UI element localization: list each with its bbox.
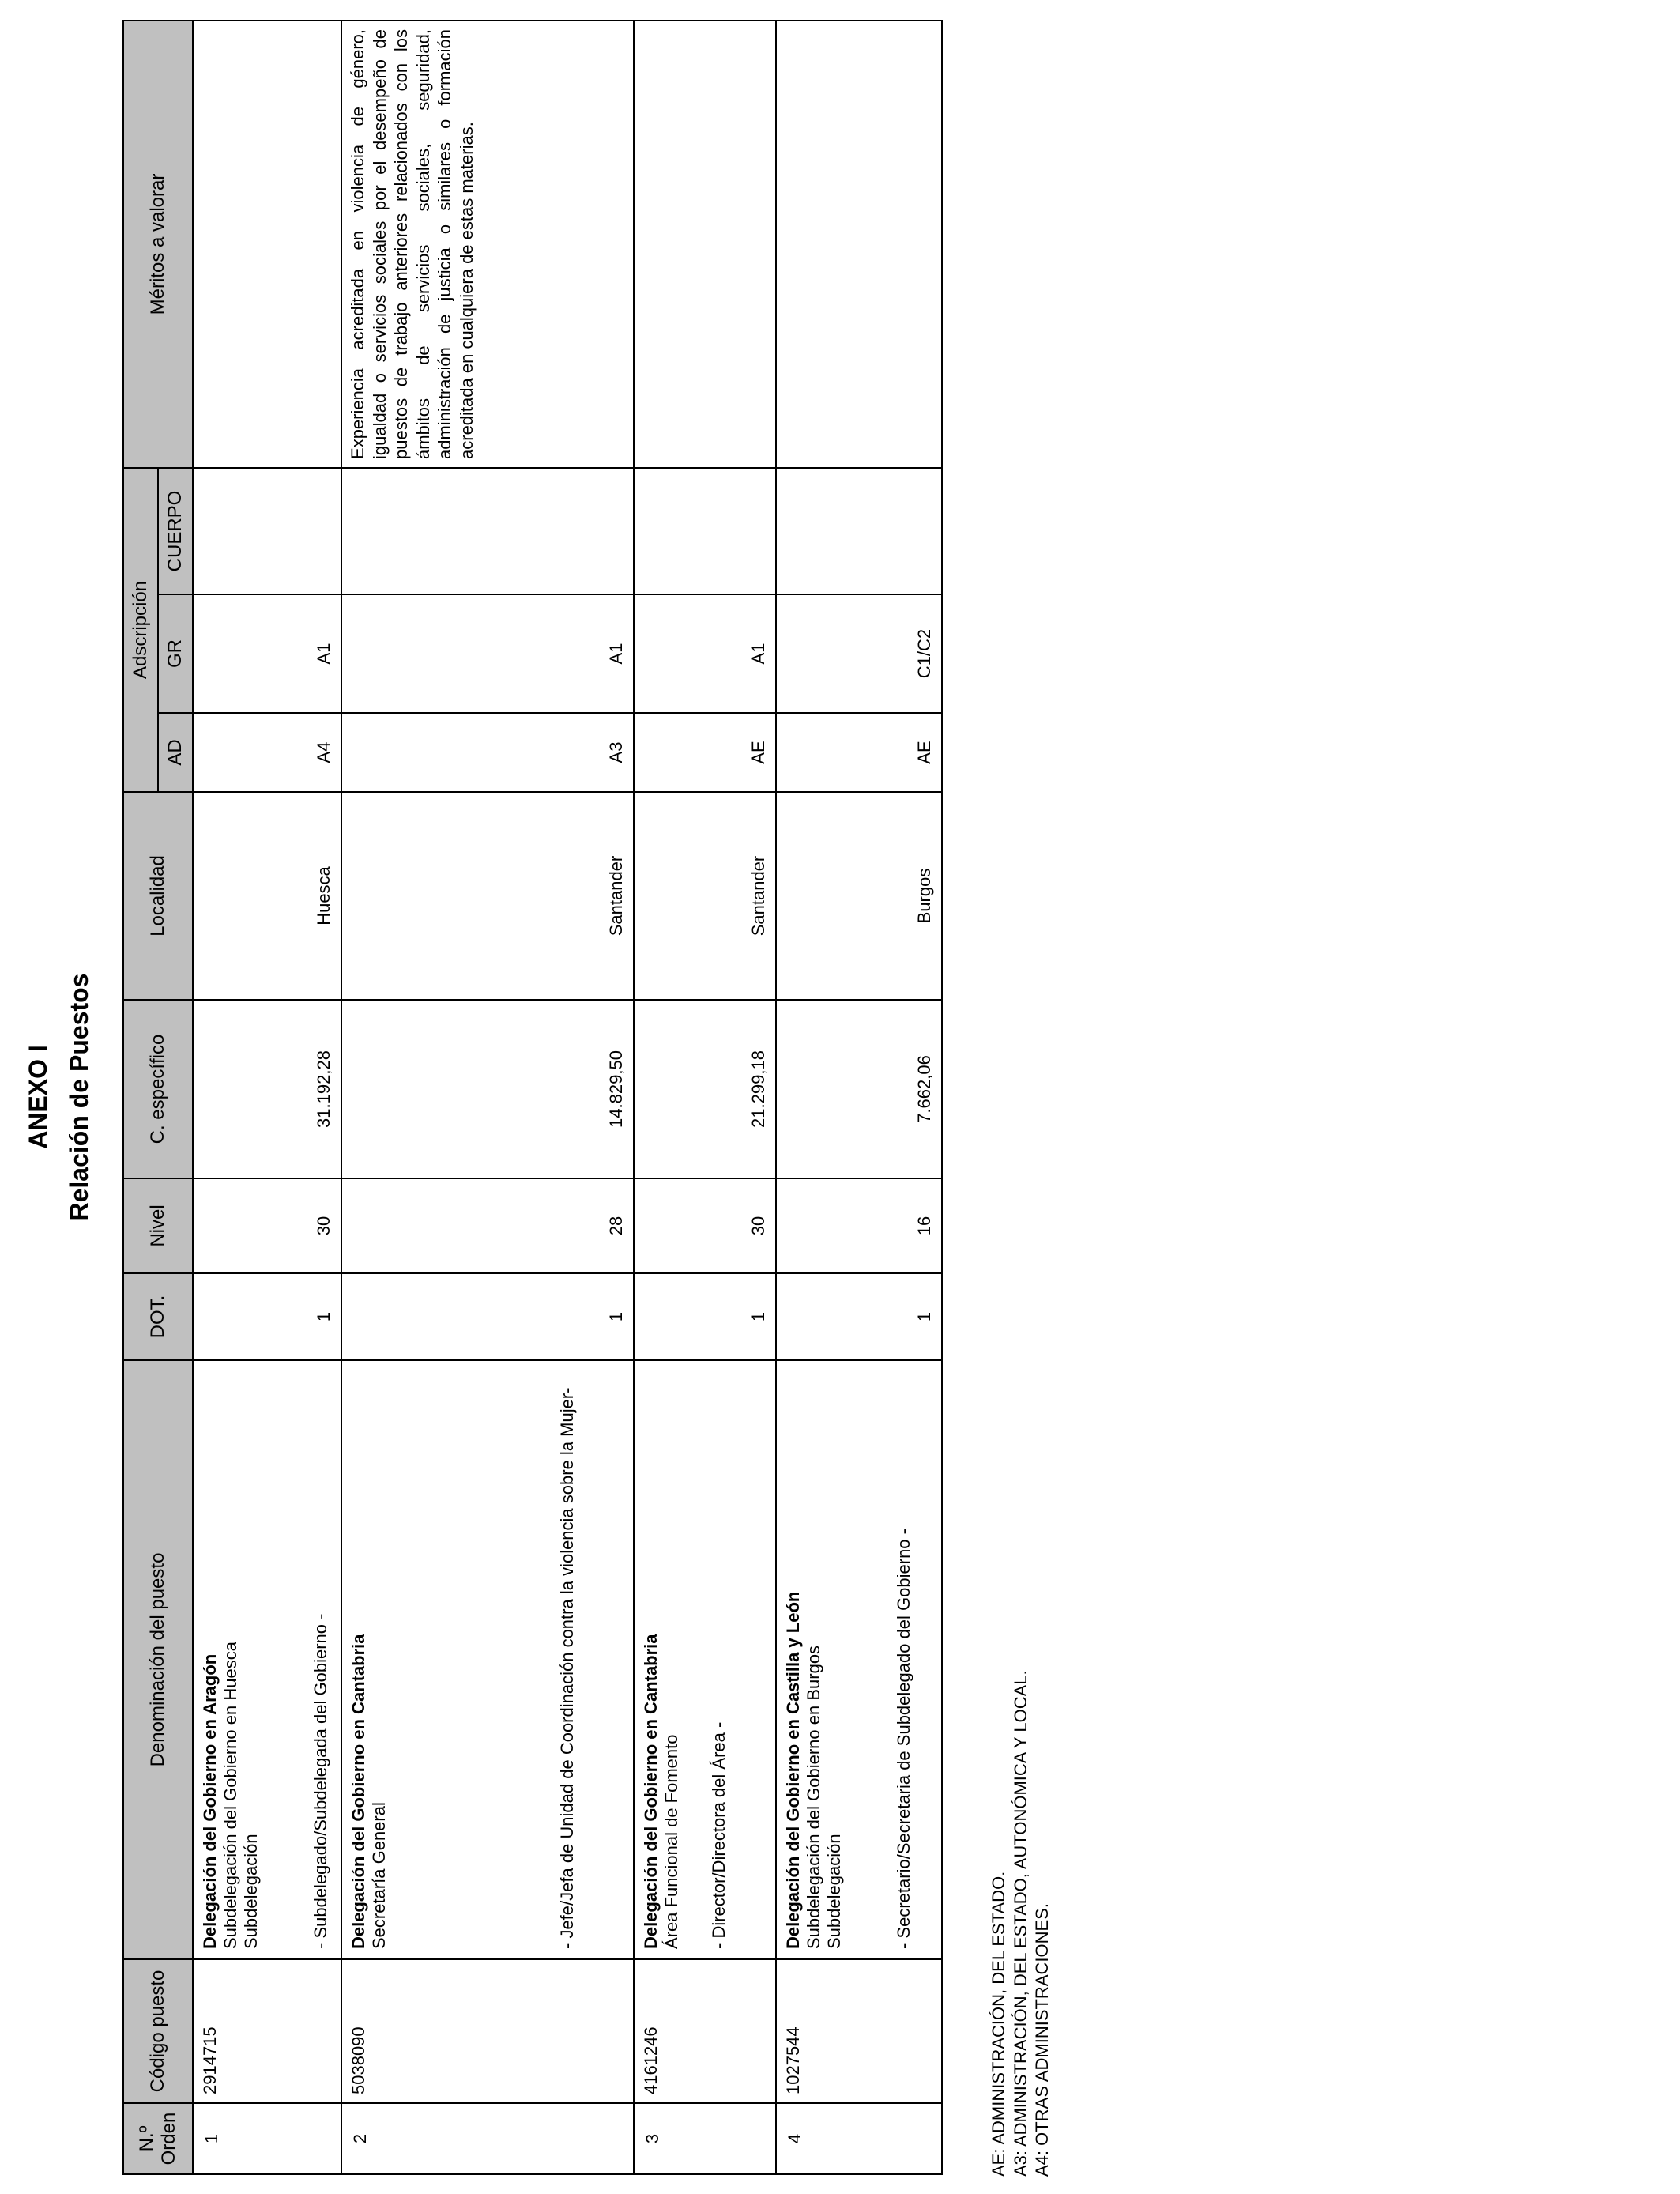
cell-gr: A1 bbox=[193, 594, 341, 713]
unit-name: Subdelegación del Gobierno en Burgos bbox=[804, 1645, 823, 1949]
cell-denominacion bbox=[193, 1360, 341, 1959]
col-header-cuerpo: CUERPO bbox=[158, 468, 193, 594]
cell-orden: 3 bbox=[634, 2103, 776, 2174]
table-row bbox=[341, 21, 634, 2174]
col-header-denominacion: Denominación del puesto bbox=[123, 1360, 193, 1959]
cell-ad: AE bbox=[776, 713, 942, 792]
col-header-especifico: C. específico bbox=[123, 1000, 193, 1178]
cell-nivel: 28 bbox=[341, 1178, 634, 1273]
cell-cuerpo bbox=[776, 468, 942, 594]
col-header-meritos: Méritos a valorar bbox=[123, 21, 193, 468]
subunit-name: Subdelegación bbox=[241, 1834, 261, 1949]
delegacion-name: Delegación del Gobierno en Castilla y León bbox=[783, 1591, 803, 1949]
col-header-nivel: Nivel bbox=[123, 1178, 193, 1273]
cell-dot: 1 bbox=[193, 1273, 341, 1360]
cell-nivel: 16 bbox=[776, 1178, 942, 1273]
cell-localidad: Huesca bbox=[193, 792, 341, 1000]
cell-dot: 1 bbox=[776, 1273, 942, 1360]
cell-gr: A1 bbox=[341, 594, 634, 713]
cell-meritos bbox=[776, 21, 942, 468]
cell-denominacion bbox=[776, 1360, 942, 1959]
cell-codigo: 5038090 bbox=[341, 1959, 634, 2103]
post-name: - Secretario/Secretaria de Subdelegado del Gobierno - bbox=[894, 1529, 913, 1949]
cell-nivel: 30 bbox=[193, 1178, 341, 1273]
footnote-ae: AE: ADMINISTRACIÓN, DEL ESTADO. bbox=[989, 1871, 1008, 2177]
unit-name: Subdelegación del Gobierno en Huesca bbox=[220, 1642, 240, 1949]
footnote-a4: A4: OTRAS ADMINISTRACIONES. bbox=[1032, 1903, 1052, 2177]
cell-orden: 4 bbox=[776, 2103, 942, 2174]
col-header-ad: AD bbox=[158, 713, 193, 792]
delegacion-name: Delegación del Gobierno en Cantabria bbox=[641, 1634, 661, 1949]
unit-name: Secretaría General bbox=[369, 1802, 389, 1949]
cell-meritos bbox=[193, 21, 341, 468]
cell-ad: AE bbox=[634, 713, 776, 792]
col-header-dot: DOT. bbox=[123, 1273, 193, 1360]
cell-orden: 2 bbox=[341, 2103, 634, 2174]
table-row bbox=[634, 21, 776, 2174]
cell-ad: A3 bbox=[341, 713, 634, 792]
col-header-adscripcion: Adscripción bbox=[123, 468, 158, 792]
cell-gr: A1 bbox=[634, 594, 776, 713]
cell-especifico: 14.829,50 bbox=[341, 1000, 634, 1178]
col-header-localidad: Localidad bbox=[123, 792, 193, 1000]
post-name: - Jefe/Jefa de Unidad de Coordinación contra la violencia sobre la Mujer- bbox=[557, 1387, 577, 1949]
cell-denominacion bbox=[341, 1360, 634, 1959]
cell-especifico: 31.192,28 bbox=[193, 1000, 341, 1178]
col-header-gr: GR bbox=[158, 594, 193, 713]
cell-cuerpo bbox=[634, 468, 776, 594]
cell-nivel: 30 bbox=[634, 1178, 776, 1273]
cell-especifico: 7.662,06 bbox=[776, 1000, 942, 1178]
anexo-title: ANEXO I bbox=[24, 1045, 52, 1149]
cell-meritos bbox=[634, 21, 776, 468]
cell-cuerpo bbox=[193, 468, 341, 594]
footnote-a3: A3: ADMINISTRACIÓN, DEL ESTADO, AUTONÓMICA Y LOCAL. bbox=[1010, 1670, 1030, 2177]
cell-cuerpo bbox=[341, 468, 634, 594]
relacion-title: Relación de Puestos bbox=[65, 973, 93, 1221]
subunit-name: Subdelegación bbox=[824, 1834, 844, 1949]
footnotes bbox=[988, 1670, 1053, 2177]
table-row bbox=[193, 21, 341, 2174]
table-row bbox=[776, 21, 942, 2174]
col-header-codigo: Código puesto bbox=[123, 1959, 193, 2103]
job-positions-table bbox=[122, 20, 943, 2175]
cell-codigo: 1027544 bbox=[776, 1959, 942, 2103]
col-header-orden: N.º Orden bbox=[123, 2103, 193, 2174]
table-header-row-1 bbox=[123, 21, 158, 2174]
cell-especifico: 21.299,18 bbox=[634, 1000, 776, 1178]
post-name: - Subdelegado/Subdelegada del Gobierno - bbox=[311, 1613, 330, 1949]
cell-denominacion bbox=[634, 1360, 776, 1959]
cell-ad: A4 bbox=[193, 713, 341, 792]
cell-localidad: Santander bbox=[341, 792, 634, 1000]
cell-meritos: Experiencia acreditada en violencia de género, igualdad o servicios sociales por el desempeño de puestos de trabajo anteriores relacionados con los ámbitos de servicios sociales, seguridad, administración de justicia o similares o formación acreditada en cualquiera de estas materias. bbox=[341, 21, 634, 468]
post-name: - Director/Directora del Área - bbox=[709, 1721, 729, 1949]
cell-codigo: 4161246 bbox=[634, 1959, 776, 2103]
cell-orden: 1 bbox=[193, 2103, 341, 2174]
delegacion-name: Delegación del Gobierno en Cantabria bbox=[348, 1634, 368, 1949]
delegacion-name: Delegación del Gobierno en Aragón bbox=[200, 1653, 220, 1949]
unit-name: Área Funcional de Fomento bbox=[661, 1734, 681, 1949]
cell-localidad: Santander bbox=[634, 792, 776, 1000]
cell-localidad: Burgos bbox=[776, 792, 942, 1000]
cell-dot: 1 bbox=[634, 1273, 776, 1360]
cell-dot: 1 bbox=[341, 1273, 634, 1360]
cell-codigo: 2914715 bbox=[193, 1959, 341, 2103]
cell-gr: C1/C2 bbox=[776, 594, 942, 713]
